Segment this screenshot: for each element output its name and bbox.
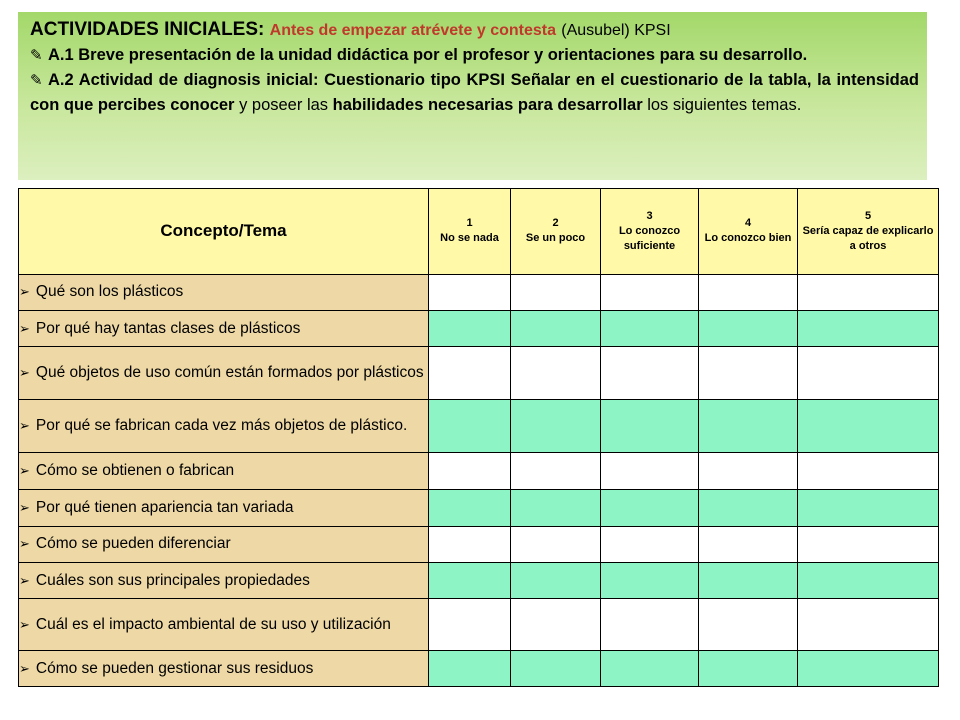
level-number: 3 <box>646 209 653 222</box>
rating-cell-level-4[interactable] <box>699 311 798 347</box>
rating-cell-level-4[interactable] <box>699 399 798 452</box>
level-description: Se un poco <box>525 232 586 245</box>
rating-cell-level-3[interactable] <box>601 311 699 347</box>
level-number: 2 <box>552 217 559 230</box>
rating-cell-level-1[interactable] <box>429 274 511 311</box>
topic-cell <box>19 490 429 527</box>
rating-cell-level-4[interactable] <box>699 651 798 687</box>
rating-cell-level-2[interactable] <box>511 452 601 490</box>
rating-cell-level-5[interactable] <box>798 562 939 599</box>
pencil-icon: ✎ <box>30 72 43 89</box>
rating-cell-level-3[interactable] <box>601 562 699 599</box>
arrow-bullet-icon: ➢ <box>19 500 30 516</box>
activity-a1-text: A.1 Breve presentación de la unidad didáctica por el profesor y orientaciones para su desarrollo. <box>48 46 808 64</box>
rating-cell-level-4[interactable] <box>699 562 798 599</box>
rating-cell-level-1[interactable] <box>429 490 511 527</box>
intro-box <box>18 12 927 180</box>
rating-cell-level-1[interactable] <box>429 651 511 687</box>
rating-cell-level-3[interactable] <box>601 452 699 490</box>
table-row <box>19 651 939 687</box>
table-row <box>19 346 939 399</box>
arrow-bullet-icon: ➢ <box>19 536 30 552</box>
rating-cell-level-2[interactable] <box>511 346 601 399</box>
level-4-header <box>699 189 798 275</box>
topic-label: Cómo se pueden gestionar sus residuos <box>35 659 314 677</box>
rating-cell-level-1[interactable] <box>429 527 511 563</box>
level-description: No se nada <box>440 232 499 245</box>
topic-label: Por qué tienen apariencia tan variada <box>35 499 294 517</box>
rating-cell-level-2[interactable] <box>511 274 601 311</box>
rating-cell-level-4[interactable] <box>699 346 798 399</box>
rating-cell-level-3[interactable] <box>601 346 699 399</box>
rating-cell-level-1[interactable] <box>429 346 511 399</box>
arrow-bullet-icon: ➢ <box>19 284 30 300</box>
topic-cell <box>19 346 429 399</box>
rating-cell-level-2[interactable] <box>511 562 601 599</box>
rating-cell-level-3[interactable] <box>601 399 699 452</box>
table-row <box>19 599 939 651</box>
rating-cell-level-5[interactable] <box>798 490 939 527</box>
topic-label: Qué son los plásticos <box>35 283 184 301</box>
rating-cell-level-2[interactable] <box>511 490 601 527</box>
topic-cell <box>19 399 429 452</box>
topic-label: Cuáles son sus principales propiedades <box>35 571 310 589</box>
level-1-header <box>429 189 511 275</box>
table-header-row <box>19 189 939 275</box>
rating-cell-level-4[interactable] <box>699 599 798 651</box>
activity-a2-text-2: los siguientes temas. <box>642 96 802 114</box>
topic-cell <box>19 562 429 599</box>
rating-cell-level-2[interactable] <box>511 399 601 452</box>
rating-cell-level-2[interactable] <box>511 599 601 651</box>
level-number: 5 <box>864 209 872 222</box>
rating-cell-level-5[interactable] <box>798 599 939 651</box>
level-3-header <box>601 189 699 275</box>
topic-cell <box>19 311 429 347</box>
table-row <box>19 490 939 527</box>
rating-cell-level-5[interactable] <box>798 346 939 399</box>
rating-cell-level-1[interactable] <box>429 452 511 490</box>
rating-cell-level-3[interactable] <box>601 527 699 563</box>
table-row <box>19 452 939 490</box>
rating-cell-level-1[interactable] <box>429 562 511 599</box>
arrow-bullet-icon: ➢ <box>19 320 30 336</box>
topic-label: Qué objetos de uso común están formados por plásticos <box>35 363 424 381</box>
rating-cell-level-2[interactable] <box>511 311 601 347</box>
rating-cell-level-4[interactable] <box>699 452 798 490</box>
activity-a2-bold-2: habilidades necesarias para desarrollar <box>332 96 643 114</box>
title-subtitle: Antes de empezar atrévete y contesta <box>269 22 556 39</box>
topic-label: Cuál es el impacto ambiental de su uso y utilización <box>35 615 391 633</box>
rating-cell-level-4[interactable] <box>699 274 798 311</box>
level-number: 1 <box>466 217 473 230</box>
level-description: Lo conozco bien <box>704 232 792 245</box>
level-number: 4 <box>744 217 752 230</box>
table-row <box>19 274 939 311</box>
table-row <box>19 527 939 563</box>
topic-cell <box>19 599 429 651</box>
rating-cell-level-3[interactable] <box>601 274 699 311</box>
rating-cell-level-5[interactable] <box>798 452 939 490</box>
rating-cell-level-5[interactable] <box>798 399 939 452</box>
rating-cell-level-3[interactable] <box>601 651 699 687</box>
activity-a2-bold-1: A.2 Actividad de diagnosis inicial: Cuestionario tipo KPSI Señalar en el cuestionario de la tabla, la intensidad con que percibes conocer <box>30 71 919 114</box>
activity-a1 <box>30 43 919 68</box>
topic-label: Por qué se fabrican cada vez más objetos de plástico. <box>35 416 408 434</box>
topic-cell <box>19 452 429 490</box>
topic-label: Cómo se obtienen o fabrican <box>35 462 235 480</box>
table-row <box>19 311 939 347</box>
level-2-header <box>511 189 601 275</box>
rating-cell-level-1[interactable] <box>429 311 511 347</box>
level-description: Sería capaz de explicarlo a otros <box>802 224 934 252</box>
level-5-header <box>798 189 939 275</box>
rating-cell-level-5[interactable] <box>798 311 939 347</box>
topic-cell <box>19 274 429 311</box>
table-row <box>19 562 939 599</box>
rating-cell-level-4[interactable] <box>699 490 798 527</box>
rating-cell-level-3[interactable] <box>601 599 699 651</box>
kpsi-table <box>18 188 939 687</box>
page-title <box>30 18 919 43</box>
rating-cell-level-1[interactable] <box>429 599 511 651</box>
pencil-icon: ✎ <box>30 47 43 64</box>
arrow-bullet-icon: ➢ <box>19 572 30 588</box>
topic-cell <box>19 527 429 563</box>
arrow-bullet-icon: ➢ <box>19 417 30 433</box>
rating-cell-level-2[interactable] <box>511 527 601 563</box>
title-reference: (Ausubel) KPSI <box>561 22 671 39</box>
rating-cell-level-4[interactable] <box>699 527 798 563</box>
activity-a2-text-1: y poseer las <box>234 96 333 114</box>
arrow-bullet-icon: ➢ <box>19 660 30 676</box>
table-row <box>19 399 939 452</box>
arrow-bullet-icon: ➢ <box>19 364 30 380</box>
rating-cell-level-5[interactable] <box>798 274 939 311</box>
arrow-bullet-icon: ➢ <box>19 463 30 479</box>
arrow-bullet-icon: ➢ <box>19 616 30 632</box>
level-description: Lo conozco suficiente <box>618 224 681 252</box>
rating-cell-level-2[interactable] <box>511 651 601 687</box>
topic-cell <box>19 651 429 687</box>
topic-label: Cómo se pueden diferenciar <box>35 535 231 553</box>
rating-cell-level-5[interactable] <box>798 527 939 563</box>
title-main: ACTIVIDADES INICIALES: <box>30 19 265 40</box>
topic-label: Por qué hay tantas clases de plásticos <box>35 319 301 337</box>
rating-cell-level-1[interactable] <box>429 399 511 452</box>
rating-cell-level-3[interactable] <box>601 490 699 527</box>
rating-cell-level-5[interactable] <box>798 651 939 687</box>
activity-a2 <box>30 68 919 117</box>
concept-header: Concepto/Tema <box>19 189 429 275</box>
